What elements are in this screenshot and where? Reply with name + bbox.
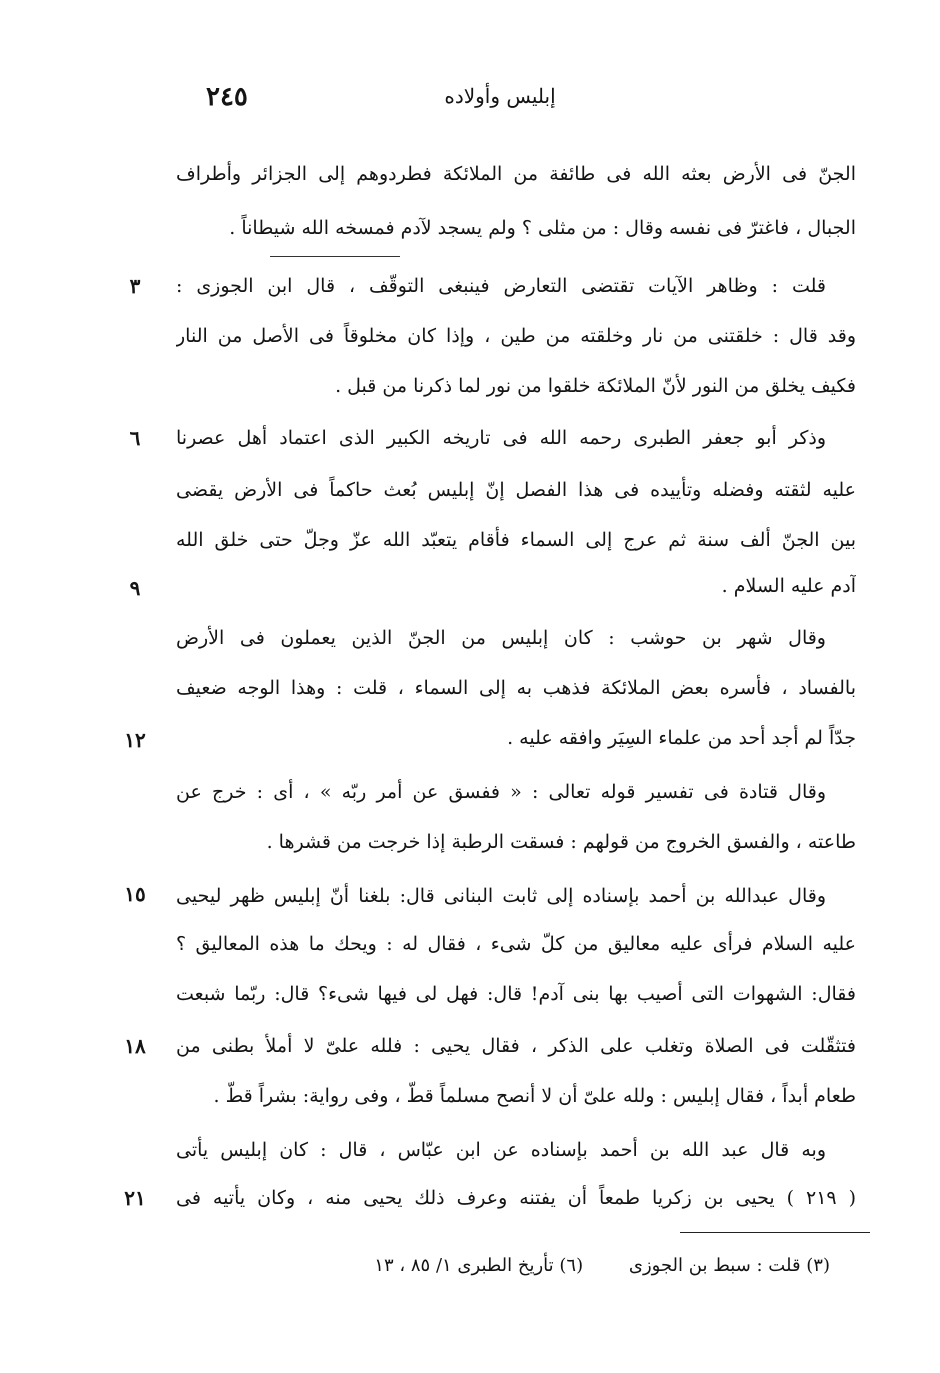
text-line: ( ٢١٩ ) يحيى بن زكريا طمعاً أن يفتنه وعرف ذلك يحيى منه ، وكان يأتيه فى: [176, 1187, 856, 1209]
line-number: ١٢: [124, 728, 146, 752]
text-line: بالفساد ، فأسره بعض الملائكة فذهب به إلى السماء ، قلت : وهذا الوجه ضعيف: [176, 677, 856, 699]
text-line: وبه قال عبد الله بن أحمد بإسناده عن ابن عبّاس ، قال : كان إبليس يأتى: [176, 1139, 826, 1161]
text-line: آدم عليه السلام .: [721, 575, 856, 597]
text-line: فكيف يخلق من النور لأنّ الملائكة خلقوا من نور لما ذكرنا من قبل .: [335, 375, 856, 397]
text-line: الجبال ، فاغترّ فى نفسه وقال : من مثلى ؟ ولم يسجد لآدم فمسخه الله شيطاناً .: [229, 217, 856, 239]
text-line: عليه السلام فرأى عليه معاليق من كلّ شىء ، فقال له : ويحك ما هذه المعاليق ؟: [176, 933, 856, 955]
text-line: الجنّ فى الأرض بعثه الله فى طائفة من الملائكة فطردوهم إلى الجزائر وأطراف: [176, 163, 856, 185]
text-line: جدّاً لم أجد أحد من علماء السِيَر وافقه عليه .: [507, 727, 856, 749]
text-line: فقال: الشهوات التى أصيب بها بنى آدم! قال: فهل لى فيها شىء؟ قال: ربّما شبعت: [176, 983, 856, 1005]
text-line: بين الجنّ ألف سنة ثم عرج إلى السماء فأقام يتعبّد الله عزّ وجلّ حتى خلق الله: [176, 529, 856, 551]
line-number: ١٥: [124, 882, 146, 906]
text-line: وذكر أبو جعفر الطبرى رحمه الله فى تاريخه الكبير الذى اعتماد أهل عصرنا: [176, 427, 826, 449]
line-number: ٦: [129, 426, 141, 450]
running-title: إبليس وأولاده: [444, 84, 556, 108]
text-line: وقال شهر بن حوشب : كان إبليس من الجنّ الذين يعملون فى الأرض: [176, 627, 826, 649]
text-line: فتثقّلت فى الصلاة وتغلب على الذكر ، فقال يحيى : فلله علىّ لا أملأ بطنى من: [176, 1035, 856, 1057]
text-line: قلت : وظاهر الآيات تقتضى التعارض فينبغى التوقّف ، قال ابن الجوزى :: [176, 275, 826, 297]
page-number: ٢٤٥: [206, 82, 248, 112]
text-line: عليه لثقته وفضله وتأييده فى هذا الفصل إنّ إبليس بُعث حاكماً فى الأرض يقضى: [176, 479, 856, 501]
footnote-6: (٦) تأريخ الطبرى ١/ ٨٥ ، ١٣: [374, 1255, 584, 1276]
text-line: وقال عبدالله بن أحمد بإسناده إلى ثابت البنانى قال: بلغنا أنّ إبليس ظهر ليحيى: [176, 885, 826, 907]
line-number: ٩: [129, 576, 141, 600]
text-line: طعام أبداً ، فقال إبليس : ولله علىّ أن لا أنصح مسلماً قطّ ، وفى رواية: بشراً قطّ .: [213, 1085, 856, 1107]
footnotes: [250, 1248, 830, 1284]
footnote-3: (٣) قلت : سبط بن الجوزى: [628, 1255, 830, 1276]
line-number: ١٨: [124, 1034, 146, 1058]
text-line: وقال قتادة فى تفسير قوله تعالى : « ففسق عن أمر ربّه » ، أى : خرج عن: [176, 781, 826, 803]
text-line: طاعته ، والفسق الخروج من قولهم : فسقت الرطبة إذا خرجت من قشرها .: [266, 831, 856, 853]
main-text: [176, 0, 856, 1240]
line-number: ٣: [129, 274, 141, 298]
footnote-rule: [680, 1232, 870, 1233]
text-line: وقد قال : خلقتنى من نار وخلقته من طين ، وإذا كان مخلوقاً فى الأصل من النار: [176, 325, 856, 347]
line-number: ٢١: [124, 1186, 146, 1210]
